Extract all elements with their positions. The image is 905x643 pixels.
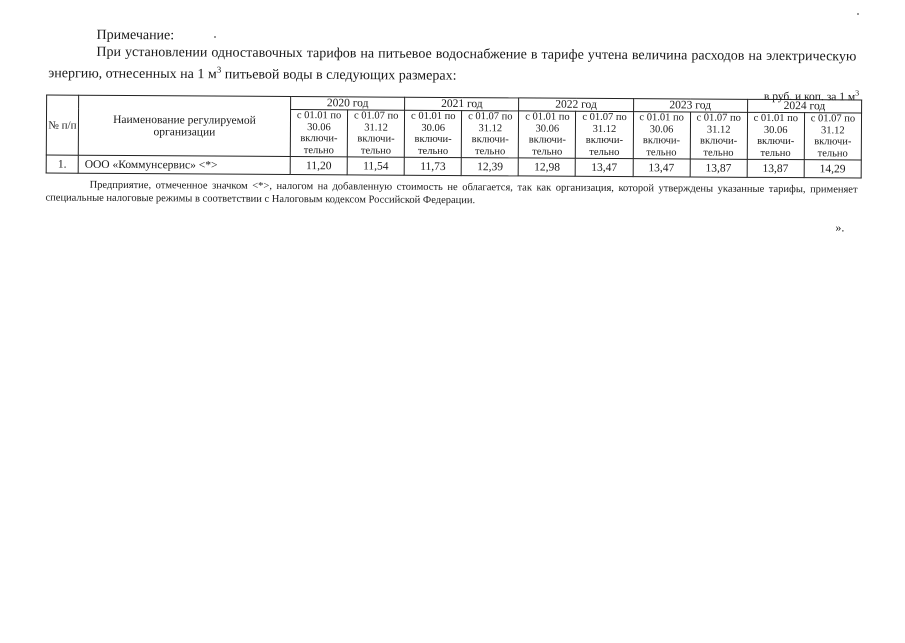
unit-superscript: 3 [855, 88, 860, 98]
period-2022-h1: с 01.01 по 30.06 включи-тельно [519, 111, 576, 158]
paragraph-text: При установлении одноставочных тарифов на питьевое водоснабжение в тарифе учтена величина расходов на электрическую энергию, отнесенных на 1 м [48, 44, 857, 83]
value-2021-h2: 12,39 [461, 158, 518, 176]
value-2023-h2: 13,87 [690, 159, 747, 177]
tariff-table [46, 95, 862, 179]
period-2023-h1: с 01.01 по 30.06 включи-тельно [633, 112, 690, 159]
paragraph-text-end: питьевой воды в следующих размерах: [221, 67, 457, 84]
header-number: № п/п [46, 95, 78, 155]
period-2020-h2: с 01.07 по 31.12 включи-тельно [347, 110, 404, 157]
period-2020-h1: с 01.01 по 30.06 включи-тельно [290, 110, 347, 157]
value-2023-h1: 13,47 [633, 159, 690, 177]
value-2022-h1: 12,98 [519, 158, 576, 176]
value-2024-h1: 13,87 [747, 159, 804, 177]
year-2022: 2022 год [519, 98, 633, 112]
row-number: 1. [46, 155, 78, 173]
header-organization: Наименование регулируемой организации [78, 95, 290, 156]
note-heading: Примечание: [96, 27, 175, 44]
value-2024-h2: 14,29 [804, 160, 861, 178]
period-2021-h2: с 01.07 по 31.12 включи-тельно [462, 111, 519, 158]
period-2024-h1: с 01.01 по 30.06 включи-тельно [747, 112, 804, 159]
year-2020: 2020 год [291, 97, 405, 111]
value-2021-h1: 11,73 [404, 157, 461, 175]
period-2022-h2: с 01.07 по 31.12 включи-тельно [576, 111, 633, 158]
period-2023-h2: с 01.07 по 31.12 включи-тельно [690, 112, 747, 159]
paragraph-superscript: 3 [216, 64, 222, 75]
value-2020-h2: 11,54 [347, 157, 404, 175]
period-2021-h1: с 01.01 по 30.06 включи-тельно [404, 110, 461, 157]
period-2024-h2: с 01.07 по 31.12 включи-тельно [804, 113, 861, 160]
year-2021: 2021 год [405, 97, 519, 111]
value-2020-h1: 11,20 [290, 157, 347, 175]
value-2022-h2: 13,47 [576, 158, 633, 176]
year-2023: 2023 год [633, 99, 747, 113]
year-2024: 2024 год [747, 99, 861, 113]
row-organization: ООО «Коммунсервис» <*> [78, 155, 290, 174]
closing-quote: ». [835, 220, 845, 235]
table-row [46, 155, 861, 178]
footnote: Предприятие, отмеченное значком <*>, налогом на добавленную стоимость не облагается, так как организация, которой утверждены указанные тарифы, применяет специальные налоговые режимы в соответствии с Налоговым кодексом Российской Федерации. [45, 179, 858, 207]
unit-label-text: в руб. и коп. за 1 м [763, 90, 856, 104]
scan-speck [857, 13, 859, 15]
note-paragraph [48, 44, 856, 88]
scan-speck [214, 36, 216, 38]
